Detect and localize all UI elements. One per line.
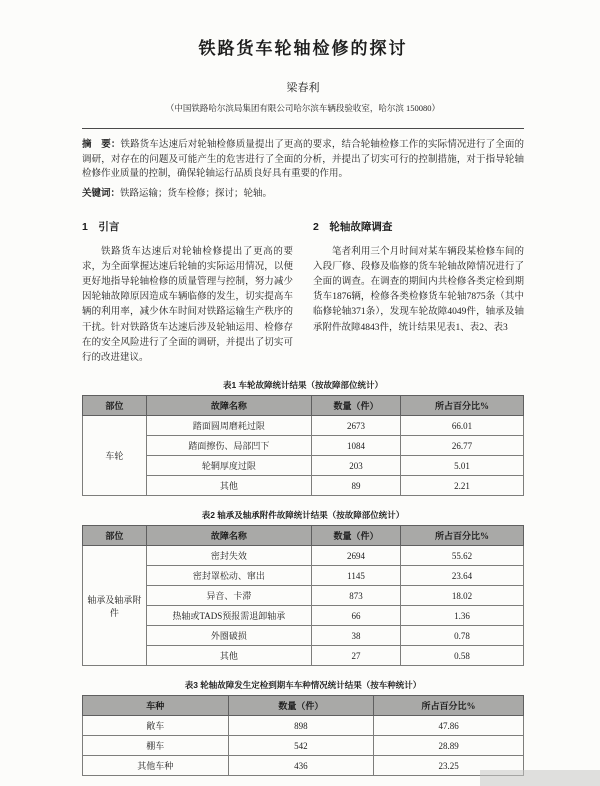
header-part: 部位 [83, 526, 147, 546]
cell-count: 1084 [311, 436, 400, 456]
header-count: 数量（件） [311, 526, 400, 546]
section-1-body: 铁路货车达速后对轮轴检修提出了更高的要求，为全面掌握达速后轮轴的实际运用情况，以便更好地指导轮轴检修的质量管理与控制，努力减少因轮轴故障原因造成车辆临修的发生，切实提高车辆的利用率，减少休车时间对铁路运输生产秩序的干扰。针对铁路货车达速后涉及轮轴运用、检修存在的安全风险进行了全面的调研，并提出了切实可行的改进建议。 [82, 246, 293, 363]
abstract-paragraph [82, 138, 524, 182]
header-fault-name: 故障名称 [146, 526, 311, 546]
table-row [83, 566, 524, 586]
cell-percent: 28.89 [374, 736, 524, 756]
cell-car-type: 棚车 [83, 736, 229, 756]
table-row [83, 626, 524, 646]
cell-percent: 0.78 [401, 626, 524, 646]
cell-car-type: 其他车种 [83, 756, 229, 776]
table-1-wheel-faults [82, 395, 524, 496]
cell-count: 89 [311, 476, 400, 496]
keywords-paragraph [82, 187, 524, 202]
table-2-caption: 表2 轴承及轴承附件故障统计结果（按故障部位统计） [201, 510, 405, 521]
cell-count: 2694 [311, 546, 400, 566]
table-row [83, 606, 524, 626]
cell-fault-name: 轮辋厚度过限 [146, 456, 311, 476]
table-row [83, 546, 524, 566]
table-row [83, 456, 524, 476]
section-1-heading: 1 引言 [82, 220, 120, 233]
cell-count: 873 [311, 586, 400, 606]
abstract-label: 摘 要： [82, 140, 121, 150]
paper-title: 铁路货车轮轴检修的探讨 [198, 39, 408, 58]
cell-car-type: 敞车 [83, 716, 229, 736]
cell-count: 898 [228, 716, 374, 736]
cell-fault-name: 踏面擦伤、局部凹下 [146, 436, 311, 456]
table-header-row [83, 696, 524, 716]
table-row [83, 736, 524, 756]
table-row [83, 416, 524, 436]
table-row [83, 476, 524, 496]
abstract-text: 铁路货车达速后对轮轴检修质量提出了更高的要求，结合轮轴检修工作的实际情况进行了全面的调研，对存在的问题及可能产生的危害进行了全面的分析，并提出了切实可行的控制措施，对于指导轮轴检修作业质量的控制，确保轮轴运行品质良好具有重要的作用。 [82, 140, 524, 180]
table-header-row [83, 526, 524, 546]
table-3-caption: 表3 轮轴故障发生定检到期车车种情况统计结果（按车种统计） [184, 680, 422, 691]
table-row [83, 716, 524, 736]
cell-count: 27 [311, 646, 400, 666]
cell-count: 436 [228, 756, 374, 776]
table-row [83, 436, 524, 456]
author-affiliation: （中国铁路哈尔滨局集团有限公司哈尔滨车辆段验收室，哈尔滨 150080） [165, 103, 441, 113]
cell-fault-name: 热轴或TADS预报需退卸轴承 [146, 606, 311, 626]
group-label-cell: 车轮 [83, 416, 147, 496]
header-count: 数量（件） [311, 396, 400, 416]
cell-fault-name: 异音、卡滞 [146, 586, 311, 606]
header-part: 部位 [83, 396, 147, 416]
cell-percent: 18.02 [401, 586, 524, 606]
table-1-caption: 表1 车轮故障统计结果（按故障部位统计） [222, 380, 384, 391]
divider-line [82, 128, 524, 129]
cell-count: 1145 [311, 566, 400, 586]
table-row [83, 586, 524, 606]
cell-count: 203 [311, 456, 400, 476]
cell-percent: 26.77 [401, 436, 524, 456]
section-2-body: 笔者利用三个月时间对某车辆段某检修车间的入段厂修、段修及临修的货车轮轴故障情况进行了全面的调查。在调查的期间内共检修各类定检到期货车1876辆，检修各类检修货车轮轴7875条（其中临修轮轴371条），发现车轮故障4049件，轴承及轴承附件故障4843件，统计结果见表1、表2、表3 [313, 246, 524, 333]
header-count: 数量（件） [228, 696, 374, 716]
cell-percent: 55.62 [401, 546, 524, 566]
header-percent: 所占百分比% [401, 526, 524, 546]
two-column-body [82, 215, 524, 366]
cell-count: 542 [228, 736, 374, 756]
cell-fault-name: 密封罩松动、窜出 [146, 566, 311, 586]
cell-percent: 47.86 [374, 716, 524, 736]
header-percent: 所占百分比% [374, 696, 524, 716]
table-3-car-types [82, 695, 524, 776]
cell-fault-name: 其他 [146, 476, 311, 496]
cell-percent: 66.01 [401, 416, 524, 436]
section-2-heading: 2 轮轴故障调查 [313, 220, 393, 233]
cell-count: 2673 [311, 416, 400, 436]
cell-percent: 2.21 [401, 476, 524, 496]
cell-fault-name: 外圈破损 [146, 626, 311, 646]
keywords-text: 铁路运输；货车检修；探讨；轮轴。 [120, 189, 273, 200]
abstract-block [82, 138, 524, 202]
author-name: 梁春利 [286, 82, 320, 94]
cell-count: 38 [311, 626, 400, 646]
group-label-cell: 轴承及轴承附件 [83, 546, 147, 666]
header-fault-name: 故障名称 [146, 396, 311, 416]
cell-percent: 5.01 [401, 456, 524, 476]
header-car-type: 车种 [83, 696, 229, 716]
table-row [83, 756, 524, 776]
cell-fault-name: 踏面圆周磨耗过限 [146, 416, 311, 436]
left-column [82, 215, 293, 366]
table-header-row [83, 396, 524, 416]
cell-fault-name: 密封失效 [146, 546, 311, 566]
cell-fault-name: 其他 [146, 646, 311, 666]
cell-percent: 23.64 [401, 566, 524, 586]
cell-percent: 1.36 [401, 606, 524, 626]
keywords-label: 关键词： [82, 189, 121, 200]
table-2-bearing-faults [82, 525, 524, 666]
right-column [313, 215, 524, 366]
header-percent: 所占百分比% [401, 396, 524, 416]
cell-percent: 0.58 [401, 646, 524, 666]
cell-count: 66 [311, 606, 400, 626]
scan-artifact [480, 770, 600, 786]
cell-percent: 23.25 [374, 756, 524, 776]
table-row [83, 646, 524, 666]
